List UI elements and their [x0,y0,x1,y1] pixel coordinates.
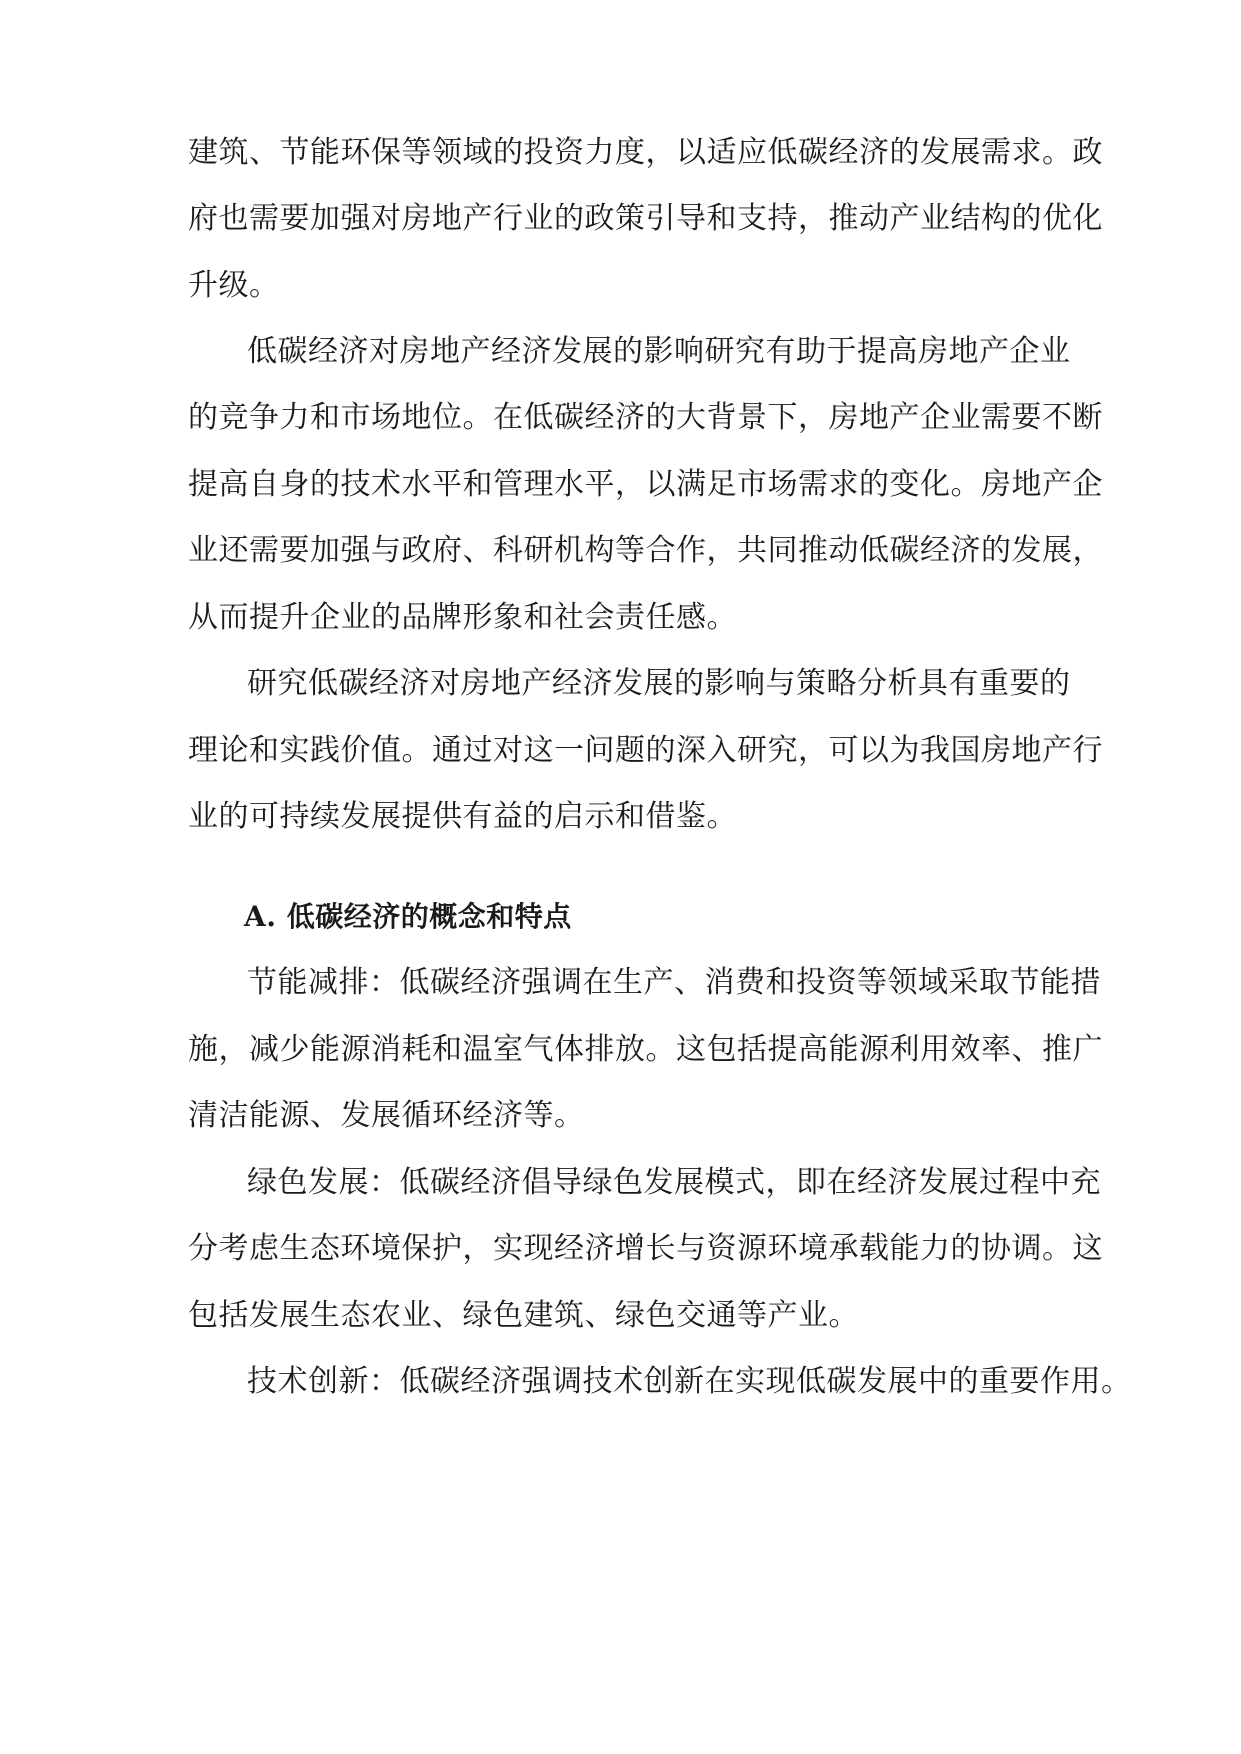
paragraph-2-line-1: 低碳经济对房地产经济发展的影响研究有助于提高房地产企业 [247,334,1071,369]
paragraph-1-line-3: 升级。 [188,268,280,303]
section-paragraph-2-line-2: 分考虑生态环境保护，实现经济增长与资源环境承载能力的协调。这 [188,1231,1103,1266]
paragraph-3-line-3: 业的可持续发展提供有益的启示和借鉴。 [188,799,737,834]
paragraph-2-line-2: 的竞争力和市场地位。在低碳经济的大背景下，房地产企业需要不断 [188,400,1103,435]
paragraph-3-line-2: 理论和实践价值。通过对这一问题的深入研究，可以为我国房地产行 [188,733,1103,768]
section-paragraph-1-line-3: 清洁能源、发展循环经济等。 [188,1098,585,1133]
paragraph-2-line-5: 从而提升企业的品牌形象和社会责任感。 [188,600,737,635]
paragraph-3-line-1: 研究低碳经济对房地产经济发展的影响与策略分析具有重要的 [247,666,1071,701]
section-paragraph-3-line-1: 技术创新：低碳经济强调技术创新在实现低碳发展中的重要作用。 [247,1364,1132,1399]
section-paragraph-1-line-1: 节能减排：低碳经济强调在生产、消费和投资等领域采取节能措 [247,965,1101,1000]
section-heading: A. 低碳经济的概念和特点 [244,900,572,933]
section-paragraph-2-line-1: 绿色发展：低碳经济倡导绿色发展模式，即在经济发展过程中充 [247,1165,1101,1200]
paragraph-1-line-1: 建筑、节能环保等领域的投资力度，以适应低碳经济的发展需求。政 [188,135,1103,170]
paragraph-2-line-3: 提高自身的技术水平和管理水平，以满足市场需求的变化。房地产企 [188,467,1103,502]
paragraph-1-line-2: 府也需要加强对房地产行业的政策引导和支持，推动产业结构的优化 [188,201,1103,236]
paragraph-2-line-4: 业还需要加强与政府、科研机构等合作，共同推动低碳经济的发展， [188,533,1103,568]
section-paragraph-1-line-2: 施，减少能源消耗和温室气体排放。这包括提高能源利用效率、推广 [188,1032,1103,1067]
section-paragraph-2-line-3: 包括发展生态农业、绿色建筑、绿色交通等产业。 [188,1298,859,1333]
